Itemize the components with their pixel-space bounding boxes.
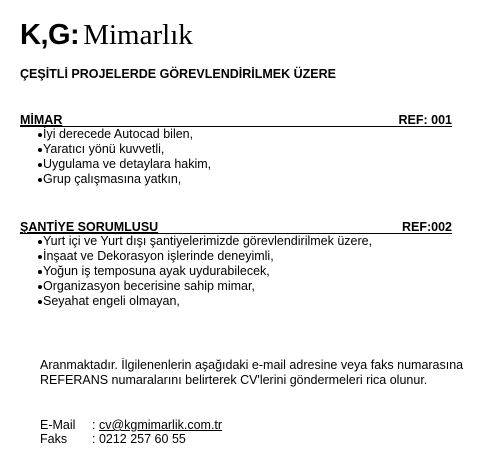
- list-item: Organizasyon becerisine sahip mimar,: [20, 279, 452, 294]
- position-title: MİMAR: [20, 113, 63, 127]
- list-item: Yaratıcı yönü kuvvetli,: [20, 142, 452, 157]
- list-item: İnşaat ve Dekorasyon işlerinde deneyimli,: [20, 249, 452, 264]
- list-item: İyi derecede Autocad bilen,: [20, 127, 452, 142]
- position-header: [20, 111, 452, 127]
- requirements-list: [20, 127, 452, 187]
- application-notice: [40, 358, 463, 388]
- position-title: ŞANTİYE SORUMLUSU: [20, 220, 159, 234]
- company-logo: [20, 18, 193, 52]
- position-site-manager: [20, 218, 452, 309]
- contact-info: [40, 418, 222, 446]
- fax-number: 0212 257 60 55: [98, 432, 186, 446]
- logo-name: Mimarlık: [83, 19, 193, 51]
- notice-line: Aranmaktadır. İlgilenenlerin aşağıdaki e-mail adresine veya faks numarasına: [40, 358, 464, 372]
- email-label: E-Mail: [40, 418, 76, 432]
- list-item: Seyahat engeli olmayan,: [20, 294, 452, 309]
- list-item: Yoğun iş temposuna ayak uydurabilecek,: [20, 264, 452, 279]
- list-item: Uygulama ve detaylara hakim,: [20, 157, 452, 172]
- fax-label: Faks: [40, 432, 68, 446]
- email-link[interactable]: cv@kgmimarlik.com.tr: [98, 418, 223, 432]
- page-headline: ÇEŞİTLİ PROJELERDE GÖREVLENDİRİLMEK ÜZERE: [20, 67, 337, 81]
- position-architect: [20, 111, 452, 187]
- list-item: Yurt içi ve Yurt dışı şantiyelerimizde görevlendirilmek üzere,: [20, 234, 452, 249]
- fax-row: Faks : 0212 257 60 55: [40, 432, 186, 446]
- notice-line: REFERANS numaralarını belirterek CV'lerini göndermeleri rica olunur.: [40, 373, 428, 387]
- position-ref: REF: 001: [398, 113, 452, 127]
- requirements-list: [20, 234, 452, 309]
- position-header: [20, 218, 452, 234]
- email-row: E-Mail : cv@kgmimarlik.com.tr: [40, 418, 223, 432]
- position-ref: REF:002: [401, 220, 452, 234]
- logo-mark: K,G:: [20, 19, 80, 51]
- list-item: Grup çalışmasına yatkın,: [20, 172, 452, 187]
